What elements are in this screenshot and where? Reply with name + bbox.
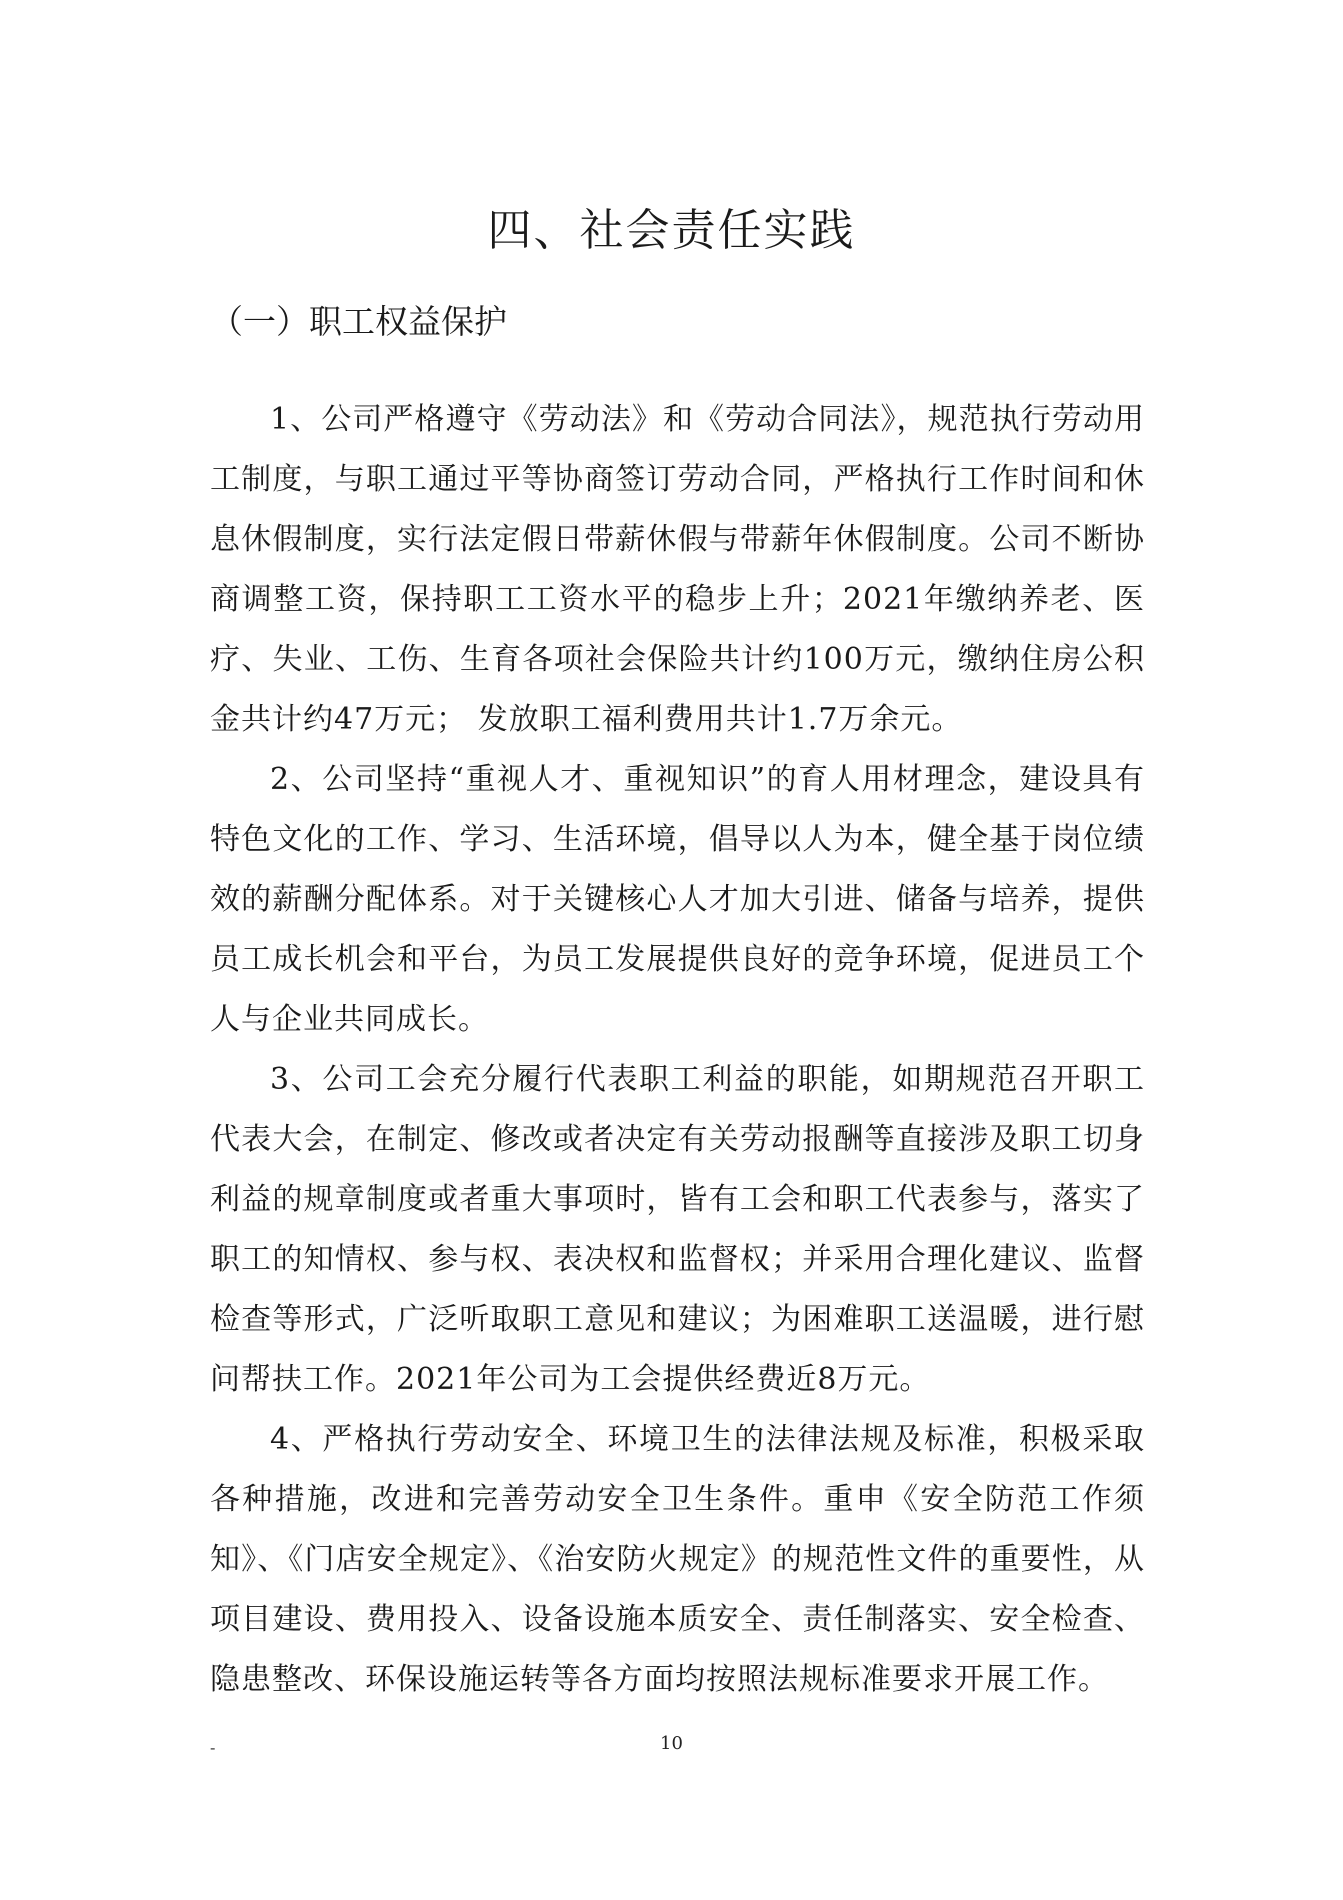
paragraph-1: 1、公司严格遵守《劳动法》和《劳动合同法》，规范执行劳动用工制度，与职工通过平等协商签订劳动合同，严格执行工作时间和休息休假制度，实行法定假日带薪休假与带薪年休假制度。公司不断协商调整工资，保持职工工资水平的稳步上升；2021年缴纳养老、医疗、失业、工伤、生育各项社会保险共计约100万元，缴纳住房公积金共计约47万元； 发放职工福利费用共计1.7万余元。: [210, 402, 1145, 737]
footer-dash: -: [210, 1738, 216, 1757]
paragraph-3: 3、公司工会充分履行代表职工利益的职能，如期规范召开职工代表大会，在制定、修改或者决定有关劳动报酬等直接涉及职工切身利益的规章制度或者重大事项时，皆有工会和职工代表参与，落实了职工的知情权、参与权、表决权和监督权；并采用合理化建议、监督检查等形式，广泛听取职工意见和建议；为困难职工送温暖，进行慰问帮扶工作。2021年公司为工会提供经费近8万元。: [210, 1062, 1145, 1397]
document-body: [210, 390, 1145, 1710]
section-heading: （一）职工权益保护: [210, 302, 507, 341]
paragraph-4: 4、严格执行劳动安全、环境卫生的法律法规及标准，积极采取各种措施，改进和完善劳动安全卫生条件。重申《安全防范工作须知》、《门店安全规定》、《治安防火规定》的规范性文件的重要性，从项目建设、费用投入、设备设施本质安全、责任制落实、安全检查、隐患整改、环保设施运转等各方面均按照法规标准要求开展工作。: [210, 1422, 1145, 1697]
paragraph-2: 2、公司坚持“重视人才、重视知识”的育人用材理念，建设具有特色文化的工作、学习、生活环境，倡导以人为本，健全基于岗位绩效的薪酬分配体系。对于关键核心人才加大引进、储备与培养，提供员工成长机会和平台，为员工发展提供良好的竞争环境，促进员工个人与企业共同成长。: [210, 762, 1145, 1037]
page-title: 四、社会责任实践: [487, 205, 856, 257]
page-number: 10: [660, 1733, 683, 1754]
